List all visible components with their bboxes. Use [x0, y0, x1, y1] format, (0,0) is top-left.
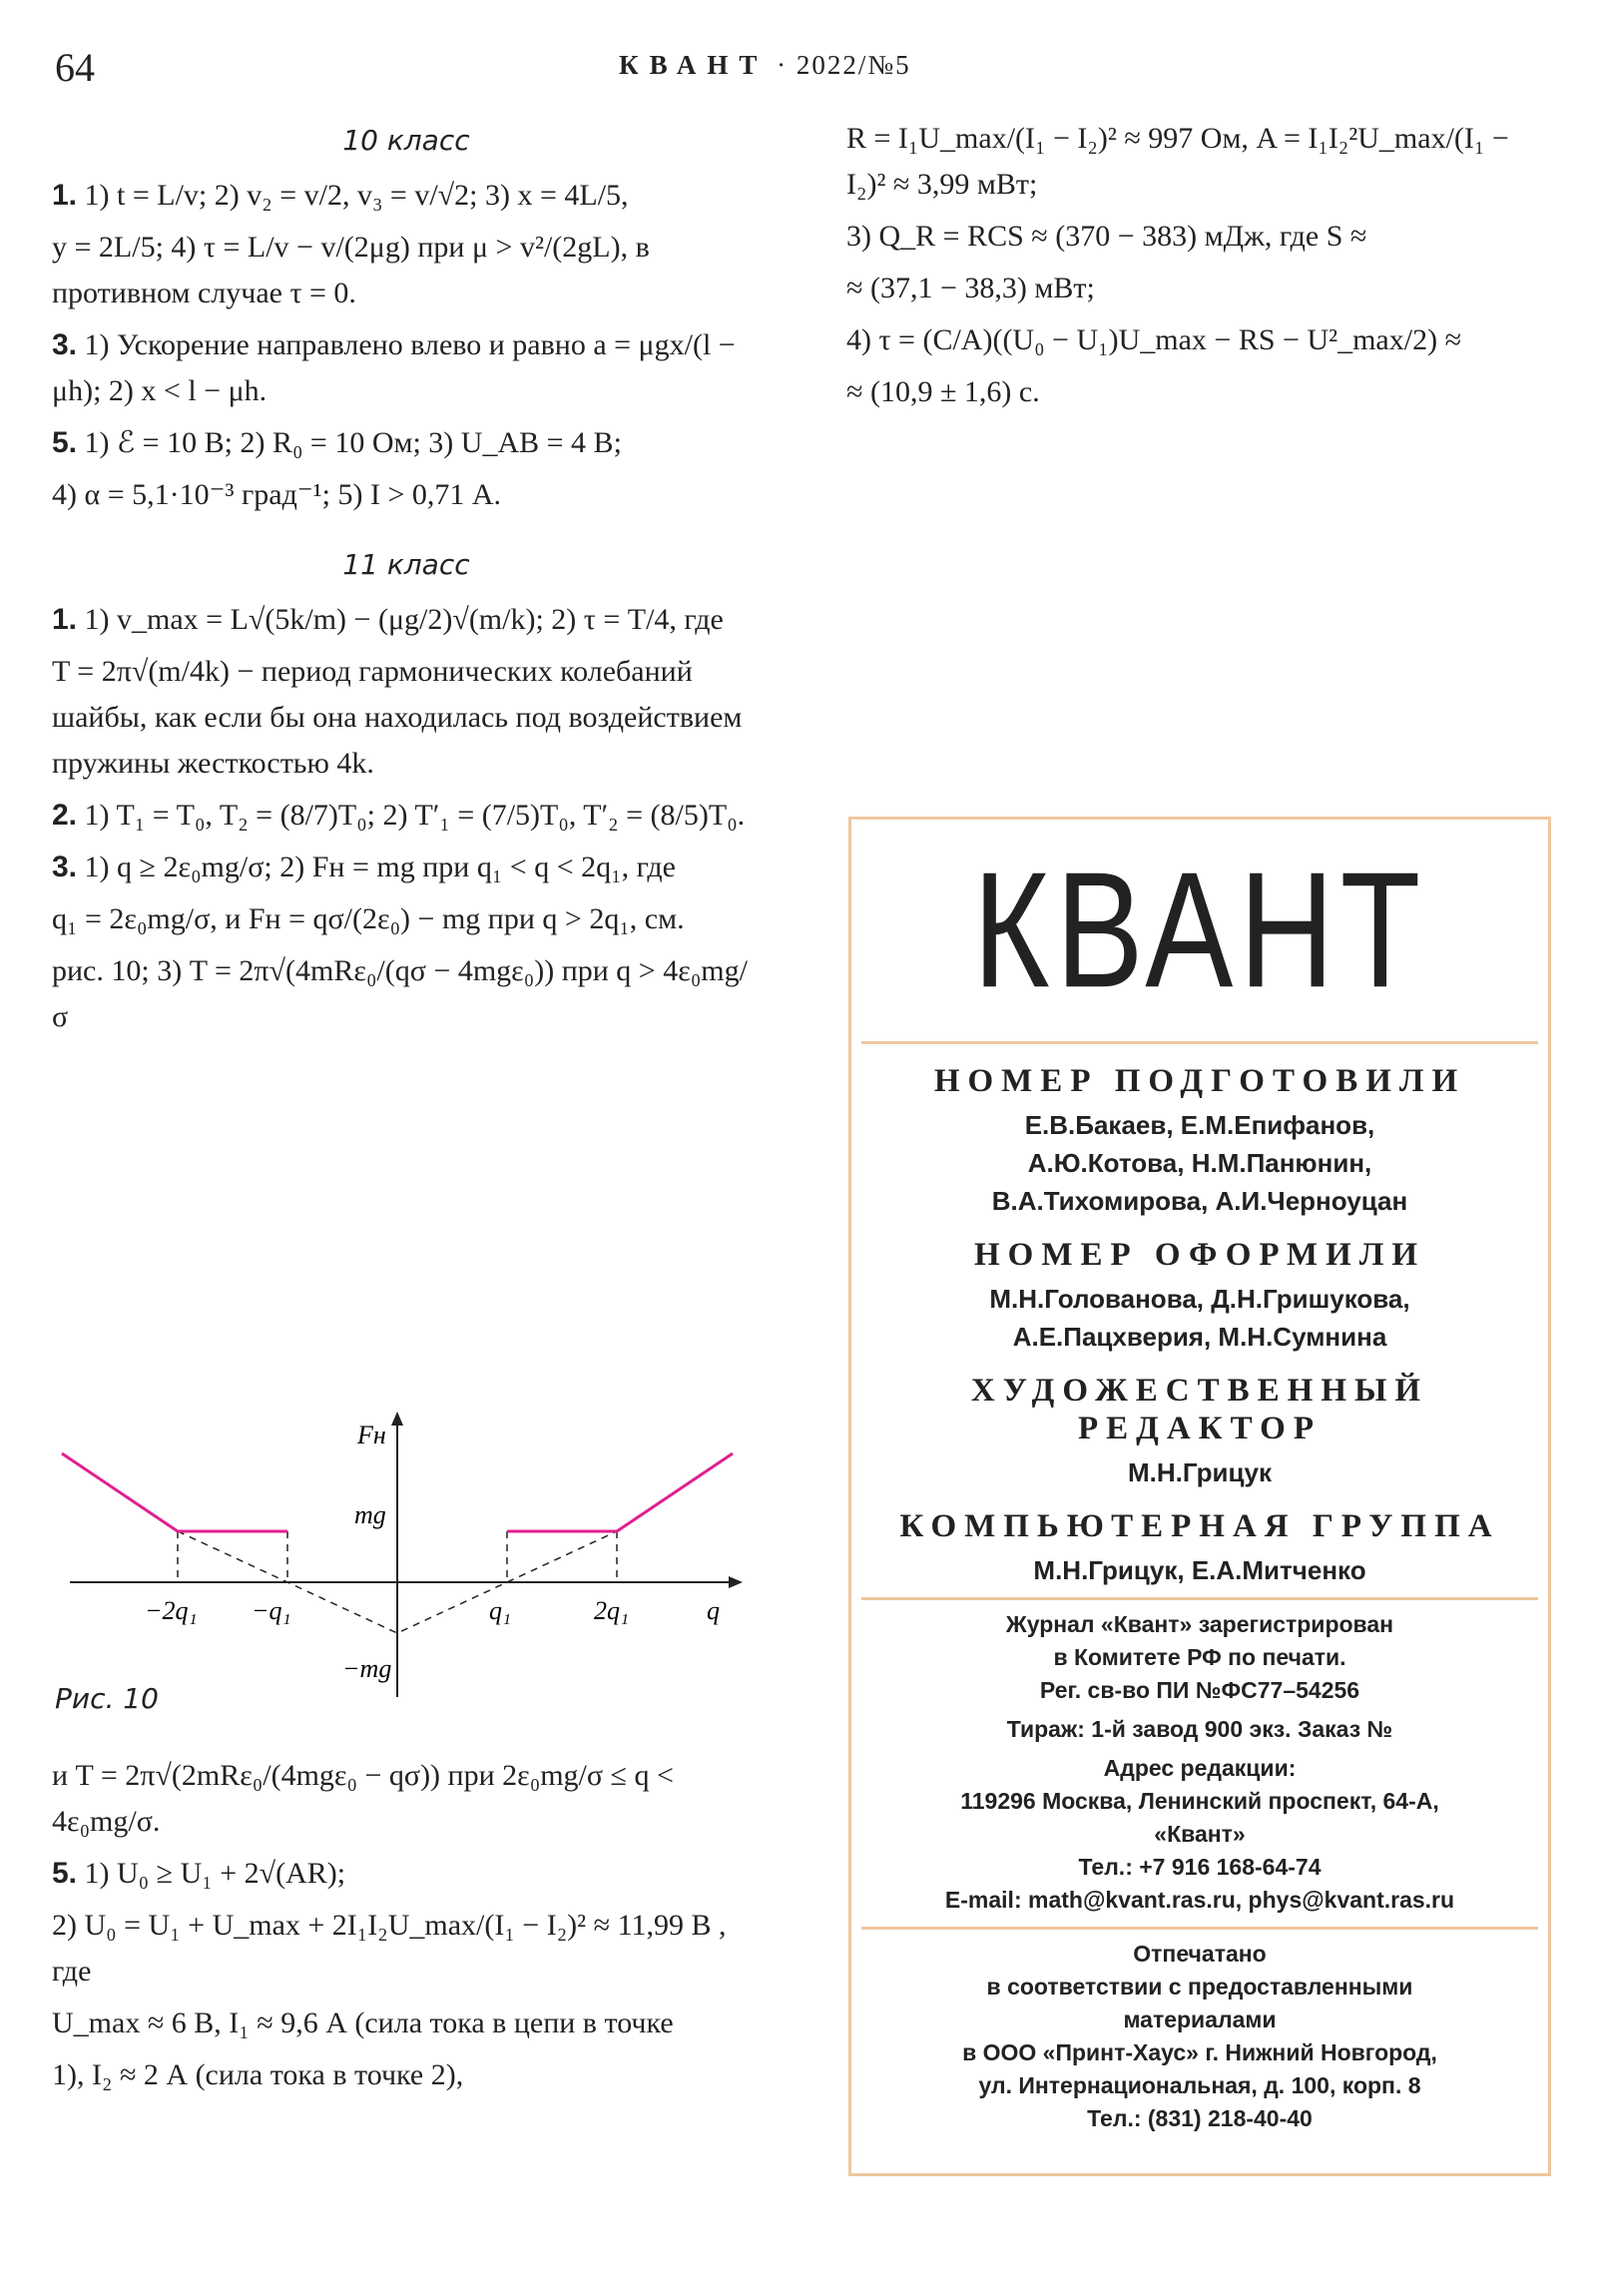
grade10-answer-1 — [52, 173, 761, 219]
computer-group-heading: КОМПЬЮТЕРНАЯ ГРУППА — [899, 1508, 1500, 1544]
x-axis-label: q — [707, 1596, 720, 1625]
designed-names-2: А.Е.Пацхверия, М.Н.Сумнина — [1012, 1322, 1387, 1352]
grade10-answer-5-cont: 4) α = 5,1·10⁻³ град⁻¹; 5) I > 0,71 А. — [52, 478, 502, 511]
computer-group-names: М.Н.Грицук, Е.А.Митченко — [1033, 1555, 1366, 1585]
printed-3: материалами — [1123, 2007, 1277, 2032]
divider — [861, 1041, 1538, 1044]
x-axis-arrow-icon — [729, 1576, 743, 1588]
kvant-logo: КВАНТ — [972, 838, 1427, 1022]
grade11-answer-3-cont2: рис. 10; 3) T = 2π√(4mRε₀/(qσ − 4mgε₀)) при q > 4ε₀mg/σ — [52, 954, 748, 1033]
grade11-answer-5-cont3: 1), I₂ ≈ 2 А (сила тока в точке 2), — [52, 2058, 464, 2091]
figure-10 — [60, 1408, 749, 1707]
designed-names-1: М.Н.Голованова, Д.Н.Гришукова, — [989, 1284, 1410, 1314]
prepared-names-2: А.Ю.Котова, Н.М.Панюнин, — [1027, 1148, 1372, 1178]
grade10-answer-1-cont: y = 2L/5; 4) τ = L/v − v/(2μg) при μ > v²/(2gL), в противном случае τ = 0. — [52, 231, 650, 309]
grade11-answer-5 — [52, 1851, 761, 1897]
printed-1: Отпечатано — [1133, 1941, 1267, 1967]
answer-number: 3. — [52, 328, 78, 361]
answer-number: 1. — [52, 179, 78, 212]
right-column — [846, 110, 1545, 421]
answer-text: 1) Ускорение направлено влево и равно a = μgx/(l − μh); 2) x < l − μh. — [52, 328, 736, 407]
figure-caption: Рис. 10 — [55, 1682, 159, 1715]
y-axis-arrow-icon — [391, 1412, 403, 1426]
prepared-heading: НОМЕР ПОДГОТОВИЛИ — [933, 1063, 1466, 1099]
force-curve-right — [507, 1453, 733, 1531]
lower-left-column — [52, 1747, 761, 2104]
grade11-answer-1 — [52, 597, 761, 643]
imprint-box — [848, 817, 1551, 2176]
registration-3: Рег. св-во ПИ №ФС77–54256 — [1039, 1677, 1360, 1703]
answer-number: 2. — [52, 799, 78, 832]
answer-5-tau: 4) τ = (C/A)((U₀ − U₁)U_max − RS − U²_max/2) ≈ — [846, 323, 1462, 356]
art-editor-heading-1: ХУДОЖЕСТВЕННЫЙ — [970, 1373, 1429, 1409]
address-2: «Квант» — [1154, 1821, 1246, 1847]
prepared-names-1: Е.В.Бакаев, Е.М.Епифанов, — [1024, 1110, 1375, 1140]
answer-5-q: 3) Q_R = RCS ≈ (370 − 383) мДж, где S ≈ — [846, 220, 1367, 253]
issue-number: 2022/№5 — [796, 50, 911, 80]
tick-neg2q: −2q₁ — [145, 1596, 198, 1625]
printed-5: ул. Интернациональная, д. 100, корп. 8 — [978, 2072, 1421, 2098]
answer-number: 5. — [52, 426, 78, 459]
circulation: Тираж: 1-й завод 900 экз. Заказ № — [1006, 1716, 1393, 1742]
tick-2q: 2q₁ — [594, 1596, 630, 1625]
y-axis-label: Fн — [357, 1421, 386, 1449]
header-separator: · — [777, 50, 789, 80]
answer-number: 3. — [52, 851, 78, 883]
answer-text: 1) T₁ = T₀, T₂ = (8/7)T₀; 2) T′₁ = (7/5)T₀, T′₂ = (8/5)T₀. — [84, 799, 746, 832]
phone: Тел.: +7 916 168-64-74 — [1078, 1854, 1322, 1880]
answer-5-s: ≈ (37,1 − 38,3) мВт; — [846, 272, 1095, 304]
divider — [861, 1597, 1538, 1600]
grade10-title: 10 класс — [342, 124, 470, 157]
answer-number: 1. — [52, 603, 78, 636]
answer-5-r: R = I₁U_max/(I₁ − I₂)² ≈ 997 Ом, A = I₁I₂²U_max/(I₁ − I₂)² ≈ 3,99 мВт; — [846, 122, 1509, 201]
address-1: 119296 Москва, Ленинский проспект, 64-А, — [960, 1788, 1439, 1814]
answer-text: 1) U₀ ≥ U₁ + 2√(AR); — [84, 1857, 346, 1890]
answer-text: 1) t = L/v; 2) v₂ = v/2, v₃ = v/√2; 3) x = 4L/5, — [84, 179, 629, 212]
grade10-answer-5 — [52, 420, 761, 466]
answer-text: 1) v_max = L√(5k/m) − (μg/2)√(m/k); 2) τ = T/4, где — [84, 603, 724, 636]
left-column — [52, 110, 761, 1046]
email[interactable]: E-mail: math@kvant.ras.ru, phys@kvant.ras.ru — [944, 1887, 1455, 1913]
registration-1: Журнал «Квант» зарегистрирован — [1005, 1611, 1394, 1637]
answer-number: 5. — [52, 1857, 78, 1890]
running-header — [619, 50, 911, 81]
grade11-answer-2 — [52, 793, 761, 839]
printed-4: в ООО «Принт-Хаус» г. Нижний Новгород, — [962, 2039, 1437, 2065]
journal-name: КВАНТ — [619, 50, 769, 80]
art-editor-heading-2: РЕДАКТОР — [1077, 1411, 1323, 1446]
prepared-names-3: В.А.Тихомирова, А.И.Черноуцан — [991, 1186, 1408, 1216]
neg-mg-label: −mg — [342, 1654, 392, 1683]
grade10-answer-3 — [52, 322, 761, 414]
divider — [861, 1927, 1538, 1930]
grade11-answer-5-cont: 2) U₀ = U₁ + U_max + 2I₁I₂U_max/(I₁ − I₂)² ≈ 11,99 В , где — [52, 1909, 727, 1988]
tick-q: q₁ — [489, 1596, 512, 1625]
grade11-answer-1-cont: T = 2π√(m/4k) − период гармонических колебаний шайбы, как если бы она находилась под воздействием пружины жесткостью 4k. — [52, 655, 743, 780]
art-editor-name: М.Н.Грицук — [1128, 1457, 1272, 1487]
tick-negq: −q₁ — [252, 1596, 291, 1625]
grade11-title: 11 класс — [342, 548, 470, 581]
printed-6: Тел.: (831) 218-40-40 — [1087, 2105, 1313, 2131]
answer-text: 1) q ≥ 2ε₀mg/σ; 2) Fн = mg при q₁ < q < 2q₁, где — [84, 851, 676, 883]
grade11-answer-5-cont2: U_max ≈ 6 В, I₁ ≈ 9,6 А (сила тока в цепи в точке — [52, 2007, 674, 2039]
force-curve-left — [62, 1453, 287, 1531]
answer-5-tau-value: ≈ (10,9 ± 1,6) с. — [846, 375, 1040, 408]
page-number: 64 — [55, 45, 95, 90]
address-heading: Адрес редакции: — [1103, 1755, 1297, 1781]
period-formula: и T = 2π√(2mRε₀/(4mgε₀ − qσ)) при 2ε₀mg/σ ≤ q < 4ε₀mg/σ. — [52, 1759, 674, 1838]
grade11-answer-3-cont: q₁ = 2ε₀mg/σ, и Fн = qσ/(2ε₀) − mg при q > 2q₁, см. — [52, 902, 685, 935]
registration-2: в Комитете РФ по печати. — [1053, 1644, 1346, 1670]
grade11-answer-3 — [52, 845, 761, 890]
answer-text: 1) ℰ = 10 В; 2) R₀ = 10 Ом; 3) U_AB = 4 В; — [84, 426, 622, 459]
printed-2: в соответствии с предоставленными — [986, 1974, 1413, 2000]
mg-label: mg — [354, 1500, 386, 1529]
designed-heading: НОМЕР ОФОРМИЛИ — [974, 1237, 1425, 1273]
